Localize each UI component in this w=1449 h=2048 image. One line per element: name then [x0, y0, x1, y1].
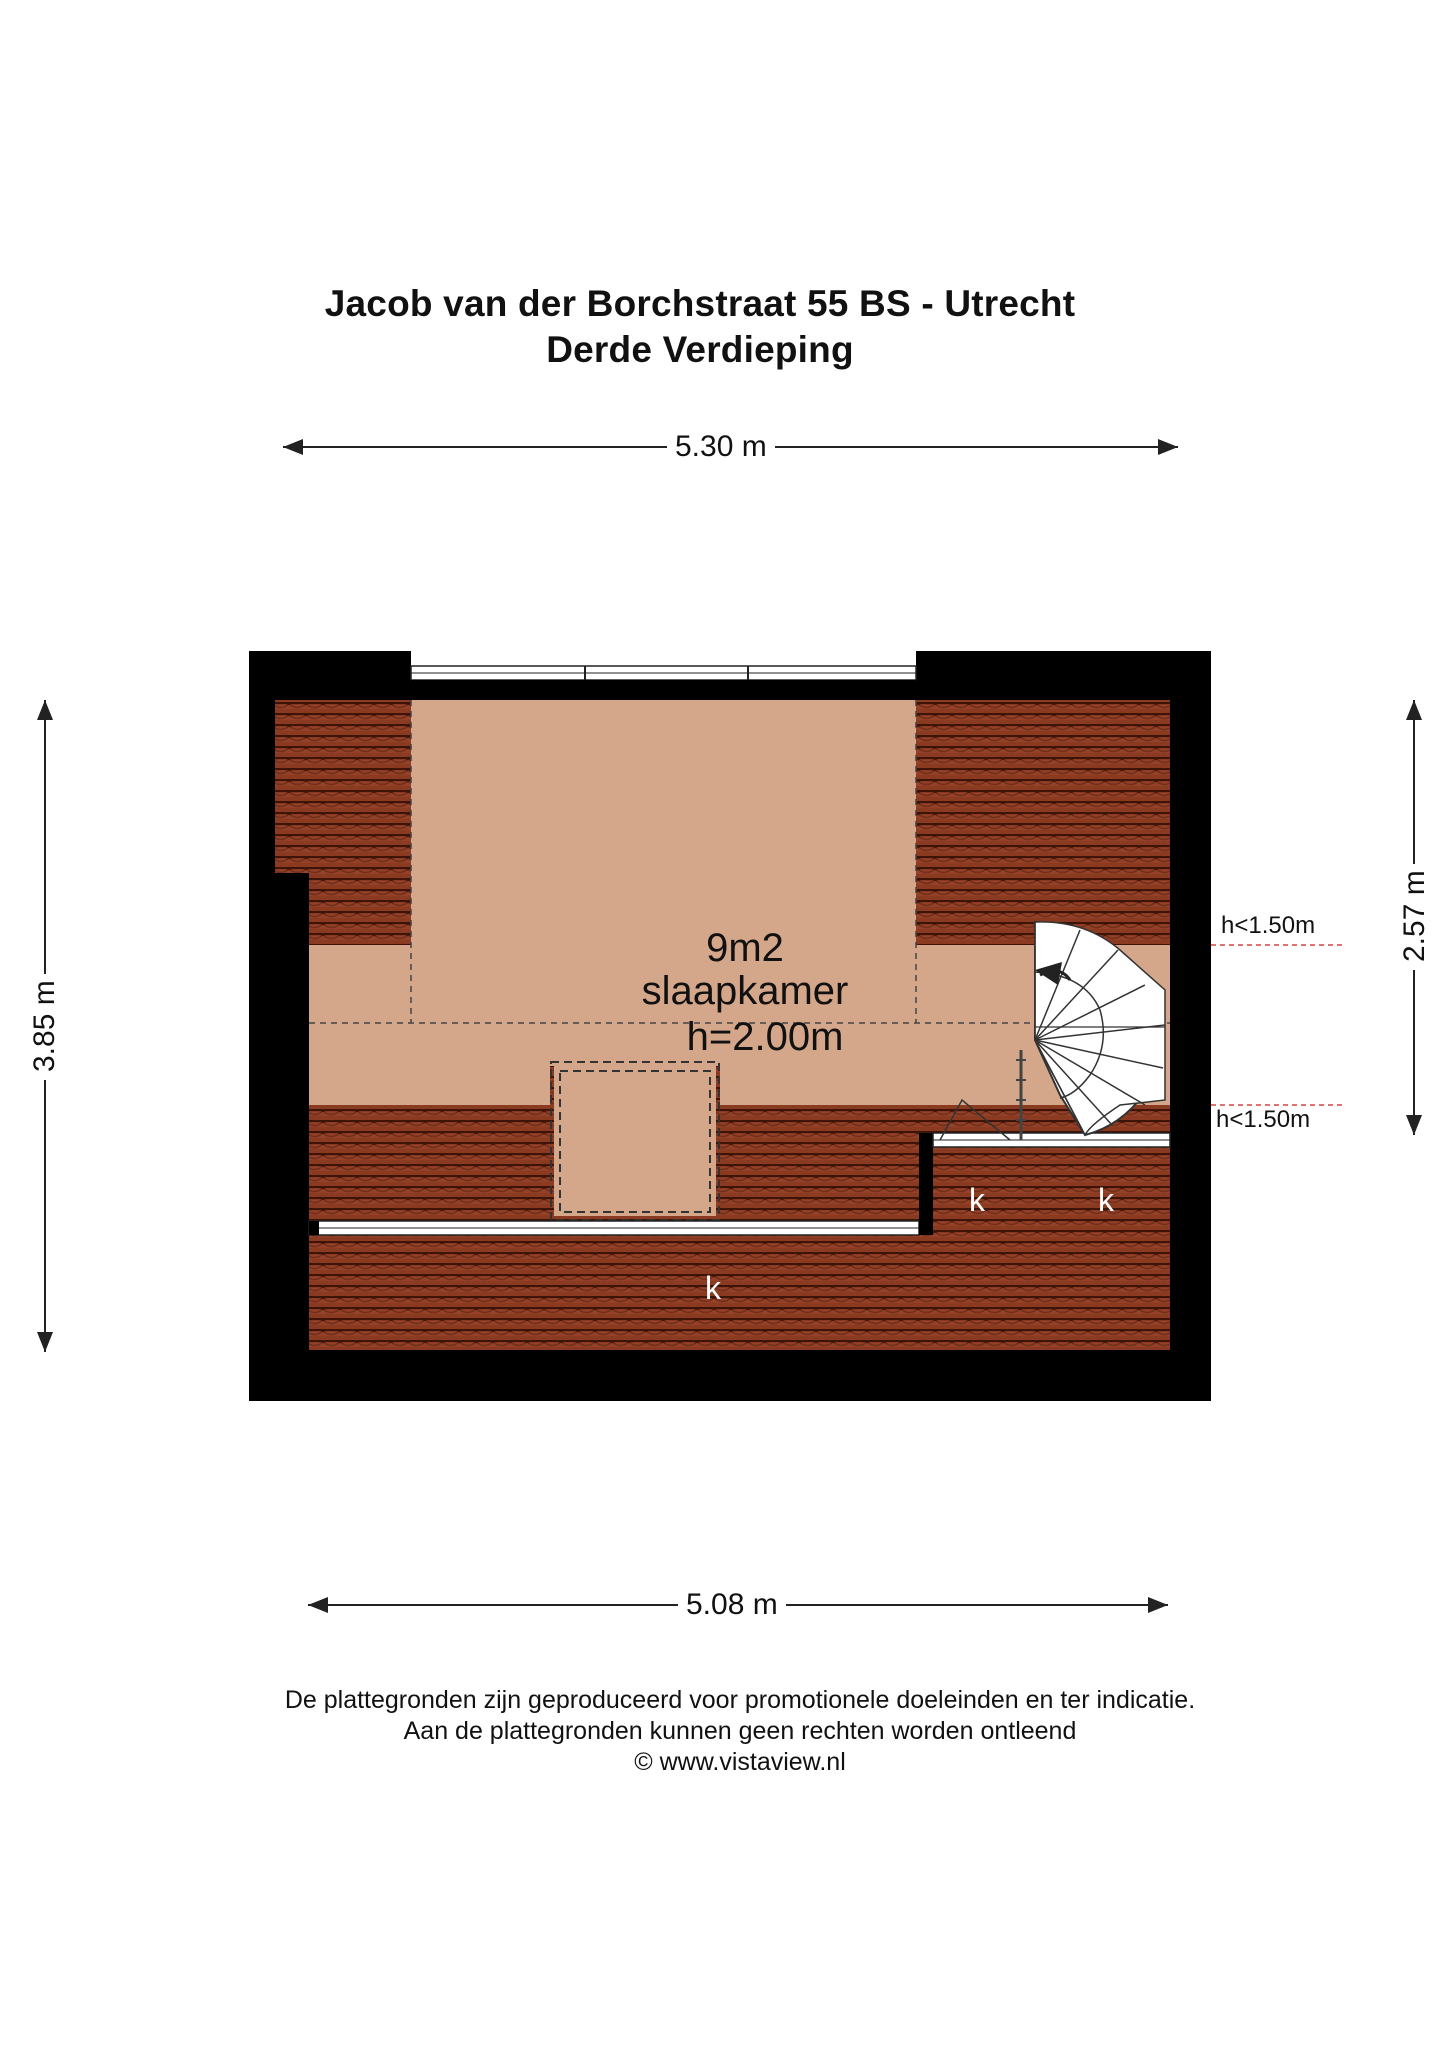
- partition-wall: [919, 1133, 933, 1235]
- height-note-upper: h<1.50m: [1221, 912, 1316, 939]
- storage-label: k: [705, 1270, 721, 1306]
- storage-label: k: [969, 1182, 985, 1218]
- room-name: slaapkamer: [641, 969, 849, 1013]
- hatch-floor: [554, 1066, 716, 1216]
- plan-title: Jacob van der Borchstraat 55 BS - Utrecht: [324, 283, 1076, 324]
- room-area: 9m2: [706, 926, 784, 970]
- storage-label: k: [1098, 1182, 1114, 1218]
- left-wall-jog: [249, 873, 309, 1401]
- room-height: h=2.00m: [686, 1015, 844, 1059]
- height-note-lower: h<1.50m: [1216, 1106, 1311, 1133]
- floor-name: Derde Verdieping: [546, 329, 854, 370]
- dimension-top-label: 5.30 m: [667, 430, 775, 464]
- disclaimer-line-1: De plattegronden zijn geproduceerd voor promotionele doeleinden en ter indicatie.: [284, 1686, 1196, 1714]
- disclaimer-line-2: Aan de plattegronden kunnen geen rechten worden ontleend: [403, 1717, 1077, 1745]
- copyright: © www.vistaview.nl: [634, 1748, 846, 1776]
- knee-wall-upper: [933, 1133, 1170, 1147]
- dimension-bottom-label: 5.08 m: [678, 1588, 786, 1622]
- knee-wall-lower: [309, 1221, 919, 1235]
- dimension-right-label: 2.57 m: [1398, 864, 1432, 970]
- dimension-left-label: 3.85 m: [28, 974, 62, 1080]
